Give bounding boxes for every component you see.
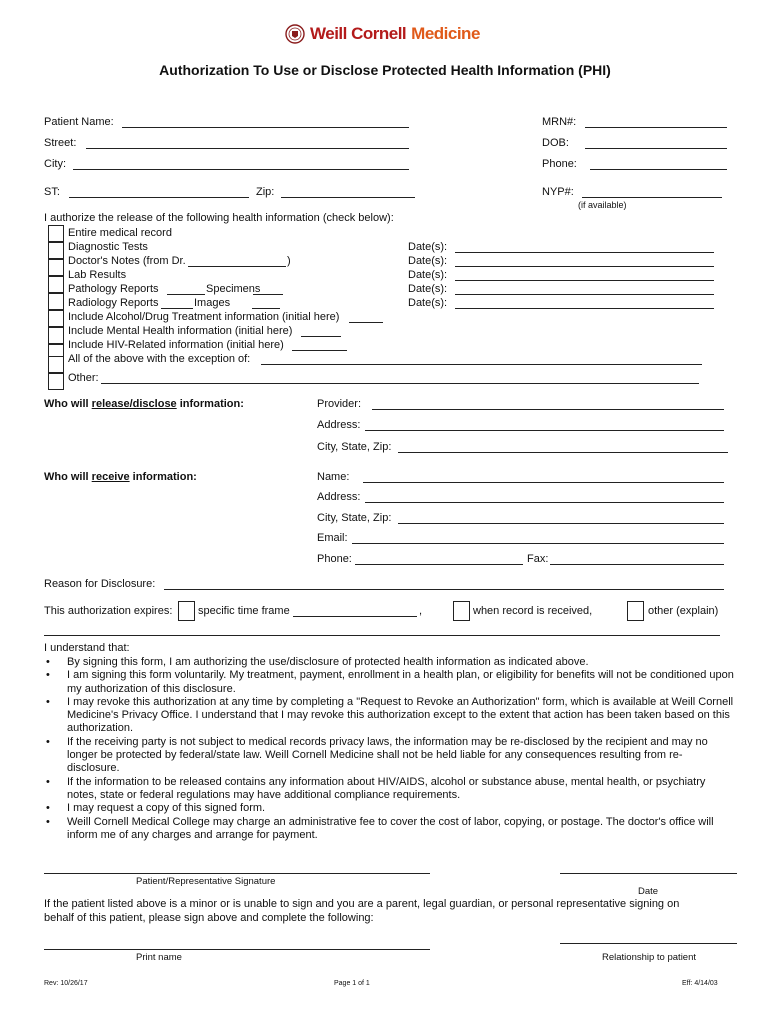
receive-email-label: Email: [317,532,348,544]
checkbox-other-explain[interactable] [627,601,644,621]
alcohol-initial-field[interactable] [349,322,383,323]
print-name-label: Print name [136,952,182,963]
release-intro: I authorize the release of the following health information (check below): [44,212,394,224]
reason-field[interactable] [164,589,724,590]
dates-field-3[interactable] [455,280,714,281]
checkbox-lab-results[interactable] [48,276,64,293]
signature-field[interactable] [44,873,430,874]
item-radiology: Radiology Reports [68,297,159,309]
exception-field[interactable] [261,364,702,365]
item-diagnostic-tests: Diagnostic Tests [68,241,148,253]
mental-health-initial-field[interactable] [301,336,341,337]
city-label: City: [44,158,66,170]
dob-label: DOB: [542,137,569,149]
footer-page: Page 1 of 1 [334,980,370,987]
receive-name-label: Name: [317,471,350,483]
signature-label: Patient/Representative Signature [136,876,276,887]
release-city-field[interactable] [398,452,728,453]
understand-bullet: • By signing this form, I am authorizing the use/disclosure of protected health information as indicated above. [44,656,734,669]
dates-field-1[interactable] [455,252,714,253]
nyp-note: (if available) [578,200,627,210]
zip-label: Zip: [256,186,275,198]
explain-field[interactable] [44,635,720,636]
receive-address-field[interactable] [365,502,724,503]
provider-label: Provider: [317,398,362,410]
receive-phone-field[interactable] [355,564,523,565]
item-alcohol-drug: Include Alcohol/Drug Treatment information (initial here) [68,311,340,323]
item-entire-record: Entire medical record [68,227,172,239]
understand-list [44,656,734,842]
doctor-name-field[interactable] [188,266,286,267]
item-images: Images [194,297,231,309]
mrn-field[interactable] [585,127,727,128]
pathology-blank[interactable] [167,294,205,295]
relationship-field[interactable] [560,943,737,944]
dates-label-1: Date(s): [408,241,448,253]
item-specimens: Specimens [206,283,261,295]
item-lab-results: Lab Results [68,269,127,281]
brand-name-part2: Medicine [411,24,480,43]
dates-label-5: Date(s): [408,297,448,309]
checkbox-other[interactable] [48,373,64,390]
phone-field[interactable] [590,169,727,170]
checkbox-entire-record[interactable] [48,225,64,242]
dates-label-4: Date(s): [408,283,448,295]
checkbox-record-received[interactable] [453,601,470,621]
understand-bullet: • I may request a copy of this signed form. [44,802,734,815]
item-doctors-notes: Doctor's Notes (from Dr. [68,255,186,267]
date-field[interactable] [560,873,737,874]
understand-bullet: • If the receiving party is not subject to medical records privacy laws, the information may be re-disclosed by the recipient and may no longer be protected by federal/state law. Weill Cornell Medicine shall not be held liable for any consequences resulting from re-disclosure. [44,736,734,776]
understand-bullet: • I may revoke this authorization at any time by completing a "Request to Revoke an Authorization" form, which is available at Weill Cornell Medicine's Privacy Office. I understand that I may revoke this authorization except to the extent that action has been taken based on this authorization. [44,696,734,736]
receive-name-field[interactable] [363,482,724,483]
patient-name-label: Patient Name: [44,116,114,128]
patient-name-field[interactable] [122,127,409,128]
dates-label-3: Date(s): [408,269,448,281]
checkbox-radiology[interactable] [48,310,64,327]
understand-intro: I understand that: [44,642,130,654]
receive-fax-field[interactable] [550,564,724,565]
brand-name-part1: Weill Cornell [310,24,407,43]
st-field[interactable] [69,197,249,198]
release-address-label: Address: [317,419,361,431]
checkbox-all-except[interactable] [48,356,64,373]
seal-icon [285,24,305,44]
doctor-close-paren: ) [287,255,291,267]
minor-note: If the patient listed above is a minor or is unable to sign and you are a parent, legal guardian, or personal representative signing on behalf of this patient, please sign above and complete the following: [44,898,680,924]
footer-eff: Eff: 4/14/03 [682,980,718,987]
phone-label: Phone: [542,158,577,170]
understand-bullet: • If the information to be released contains any information about HIV/AIDS, alcohol or substance abuse, mental health, or psychiatry notes, state or federal regulations may have additional compliance requirements. [44,776,734,803]
receive-phone-label: Phone: [317,553,352,565]
city-field[interactable] [73,169,409,170]
checkbox-doctors-notes[interactable] [48,259,64,276]
expires-opt2: when record is received, [473,605,593,617]
understand-bullet: • I am signing this form voluntarily. My treatment, payment, enrollment in a health plan, or eligibility for benefits will not be conditioned upon my authorization of this disclosure. [44,669,734,696]
mrn-label: MRN#: [542,116,577,128]
nyp-label: NYP#: [542,186,574,198]
expires-label: This authorization expires: [44,605,173,617]
other-field[interactable] [101,383,699,384]
release-party-label: Who will release/disclose information: [44,398,244,410]
release-address-field[interactable] [365,430,724,431]
street-label: Street: [44,137,77,149]
receive-city-label: City, State, Zip: [317,512,392,524]
nyp-field[interactable] [582,197,722,198]
specimens-blank[interactable] [253,294,283,295]
reason-label: Reason for Disclosure: [44,578,156,590]
understand-bullet: • Weill Cornell Medical College may charge an administrative fee to cover the cost of labor, copying, or postage. The doctor's office will inform me of any charges and arrange for payment. [44,816,734,843]
expires-opt1-comma: , [419,605,423,617]
checkbox-specific-time[interactable] [178,601,195,621]
form-title: Authorization To Use or Disclose Protected Health Information (PHI) [159,62,611,78]
dates-field-5[interactable] [455,308,714,309]
item-pathology: Pathology Reports [68,283,159,295]
item-mental-health: Include Mental Health information (initial here) [68,325,293,337]
radiology-blank[interactable] [161,308,193,309]
receive-city-field[interactable] [398,523,724,524]
receive-fax-label: Fax: [527,553,549,565]
street-field[interactable] [86,148,409,149]
dob-field[interactable] [585,148,727,149]
release-city-label: City, State, Zip: [317,441,392,453]
st-label: ST: [44,186,60,198]
zip-field[interactable] [281,197,415,198]
dates-field-4[interactable] [455,294,714,295]
hiv-initial-field[interactable] [292,350,347,351]
relationship-label: Relationship to patient [602,952,697,963]
checkbox-diagnostic-tests[interactable] [48,242,64,259]
dates-field-2[interactable] [455,266,714,267]
footer-rev: Rev: 10/26/17 [44,980,88,987]
checkbox-alcohol-drug[interactable] [48,327,64,344]
expires-opt1: specific time frame [198,605,290,617]
item-other: Other: [68,372,99,384]
checkbox-pathology[interactable] [48,293,64,310]
brand-logo [285,24,480,44]
expires-opt3: other (explain) [648,605,719,617]
dates-label-2: Date(s): [408,255,448,267]
item-hiv: Include HIV-Related information (initial here) [68,339,284,351]
receive-address-label: Address: [317,491,361,503]
receive-party-label: Who will receive information: [44,471,197,483]
time-frame-field[interactable] [293,616,417,617]
item-all-except: All of the above with the exception of: [68,353,251,365]
print-name-field[interactable] [44,949,430,950]
images-blank[interactable] [252,308,280,309]
date-label: Date [638,886,659,897]
receive-email-field[interactable] [352,543,724,544]
provider-field[interactable] [372,409,724,410]
